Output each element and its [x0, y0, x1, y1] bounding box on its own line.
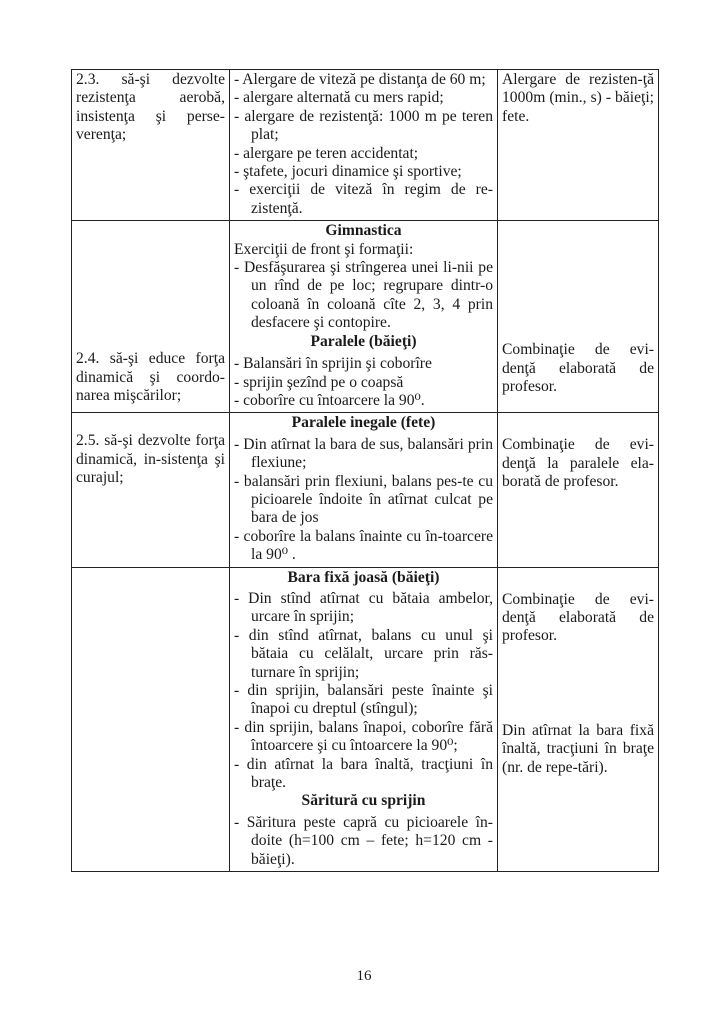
- evaluation-cell: [498, 567, 659, 872]
- objective-cell: [72, 221, 230, 413]
- evaluation-cell: [498, 413, 659, 567]
- table-row: [72, 70, 659, 221]
- evaluation-text-2: Din atîrnat la bara fixă înaltă, tracţiuni în braţe (nr. de repe-tări).: [502, 721, 654, 776]
- list-item: - din sprijin, balansări peste înainte şi înapoi cu dreptul (stîngul);: [234, 682, 493, 718]
- list-item: - din sprijin, balans înapoi, coborîre fără întoarcere şi cu întoarcere la 90⁰;: [234, 718, 493, 755]
- table-row: [72, 221, 659, 413]
- objective-cell: [72, 70, 230, 221]
- objective-text: 2.5. să-şi dezvolte forţa dinamică, in-sistenţa şi curajul;: [76, 432, 225, 487]
- list-item: - Desfăşurarea şi strîngerea unei li-nii pe un rînd de pe loc; regrupare dintr-o coloană în coloană cîte 2, 3, 4 prin desfacere şi contopire.: [234, 259, 493, 332]
- list-item: - Din atîrnat la bara de sus, balansări prin flexiune;: [234, 435, 493, 472]
- list-item: - Săritura peste capră cu picioarele în-doite (h=100 cm – fete; h=120 cm - băieţi).: [234, 813, 493, 868]
- evaluation-cell: [498, 221, 659, 413]
- list-item: - ştafete, jocuri dinamice şi sportive;: [234, 163, 462, 181]
- content-cell: [230, 567, 498, 872]
- section-heading: Săritură cu sprijin: [301, 792, 426, 810]
- list-item: - din atîrnat la bara înaltă, tracţiuni în braţe.: [234, 755, 493, 792]
- curriculum-table: [71, 69, 659, 872]
- objective-text: 2.3. să-şi dezvolte rezistenţa aerobă, insistenţa şi perse-verenţa;: [76, 71, 225, 144]
- table-row: [72, 413, 659, 567]
- section-heading: Gimnastica: [325, 222, 402, 240]
- intro-text: Exerciţii de front şi formaţii:: [234, 240, 414, 258]
- list-item: - coborîre la balans înainte cu în-toarcere la 90⁰ .: [234, 527, 493, 564]
- objective-cell: [72, 413, 230, 567]
- objective-cell: [72, 567, 230, 872]
- page-number: 16: [356, 968, 372, 984]
- table-row: [72, 567, 659, 872]
- content-cell: [230, 70, 498, 221]
- evaluation-text: Alergare de rezisten-ţă 1000m (min., s) - băieţi; fete.: [502, 71, 654, 125]
- evaluation-text: Combinaţie de evi-denţă la paralele ela-borată de profesor.: [502, 436, 654, 491]
- section-heading: Paralele inegale (fete): [291, 414, 436, 432]
- list-item: - Balansări în sprijin şi coborîre: [234, 355, 432, 373]
- list-item: - alergare alternată cu mers rapid;: [234, 89, 444, 107]
- list-item: - coborîre cu întoarcere la 90⁰.: [234, 391, 425, 409]
- list-item: - balansări prin flexiuni, balans pes-te cu picioarele îndoite în atîrnat culcat pe bara de jos: [234, 472, 493, 527]
- evaluation-text: Combinaţie de evi-denţă elaborată de profesor.: [502, 590, 654, 645]
- section-subheading: Paralele (băieţi): [310, 332, 417, 350]
- content-cell: [230, 413, 498, 567]
- content-cell: [230, 221, 498, 413]
- list-item: - din stînd atîrnat, balans cu unul şi bătaia cu celălalt, urcare prin răs-turnare în sprijin;: [234, 626, 493, 681]
- evaluation-text: Combinaţie de evi-denţă elaborată de profesor.: [502, 341, 654, 396]
- section-heading: Bara fixă joasă (băieţi): [287, 568, 440, 586]
- list-item: - exerciţii de viteză în regim de re-zistenţă.: [234, 181, 493, 217]
- list-item: - Din stînd atîrnat cu bătaia ambelor, urcare în sprijin;: [234, 589, 493, 626]
- list-item: - Alergare de viteză pe distanţa de 60 m;: [234, 71, 486, 88]
- objective-text: 2.4. să-şi educe forţa dinamică şi coordo-narea mişcărilor;: [76, 350, 225, 405]
- evaluation-cell: [498, 70, 659, 221]
- list-item: - sprijin şezînd pe o coapsă: [234, 373, 404, 391]
- list-item: - alergare pe teren accidentat;: [234, 144, 419, 162]
- list-item: - alergare de rezistenţă: 1000 m pe teren plat;: [234, 107, 493, 144]
